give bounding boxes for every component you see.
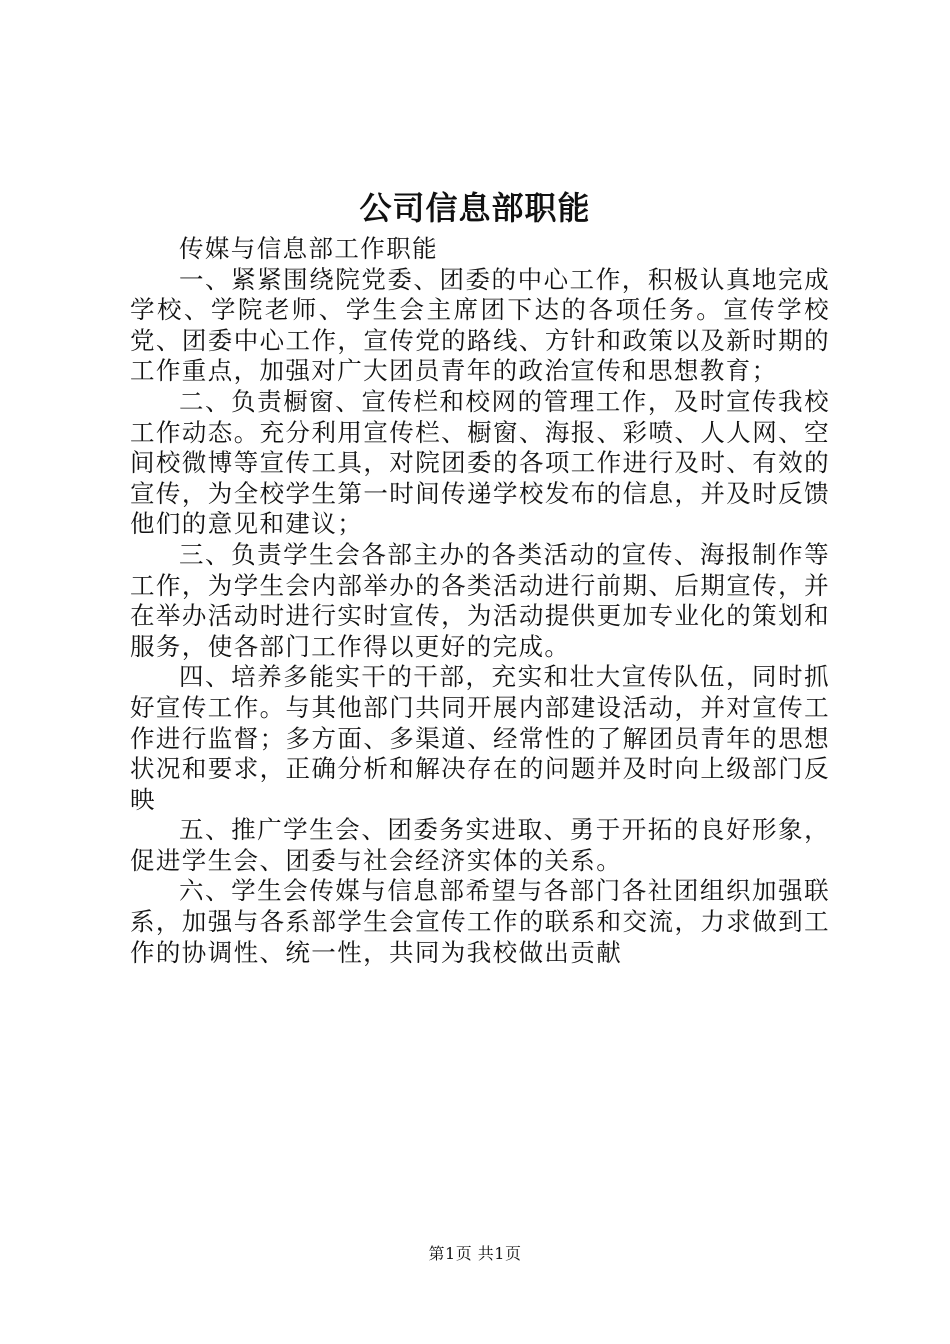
paragraph-item-3: 三、负责学生会各部主办的各类活动的宣传、海报制作等工作，为学生会内部举办的各类活动进行前期、后期宣传，并在举办活动时进行实时宣传，为活动提供更加专业化的策划和服务，使各部门工作得以更好的完成。: [130, 539, 830, 661]
document-title: 公司信息部职能: [359, 189, 591, 227]
paragraph-item-5: 五、推广学生会、团委务实进取、勇于开拓的良好形象，促进学生会、团委与社会经济实体的关系。: [130, 815, 830, 875]
paragraph-item-4: 四、培养多能实干的干部，充实和壮大宣传队伍，同时抓好宣传工作。与其他部门共同开展内部建设活动，并对宣传工作进行监督；多方面、多渠道、经常性的了解团员青年的思想状况和要求，正确分析和解决存在的问题并及时向上级部门反映: [130, 662, 830, 814]
document-body: [130, 234, 830, 968]
paragraph-item-1: 一、紧紧围绕院党委、团委的中心工作，积极认真地完成学校、学院老师、学生会主席团下达的各项任务。宣传学校党、团委中心工作，宣传党的路线、方针和政策以及新时期的工作重点，加强对广大团员青年的政治宣传和思想教育；: [130, 264, 830, 386]
paragraph-subtitle: 传媒与信息部工作职能: [179, 234, 438, 263]
paragraph-item-2: 二、负责橱窗、宣传栏和校网的管理工作，及时宣传我校工作动态。充分利用宣传栏、橱窗、海报、彩喷、人人网、空间校微博等宣传工具，对院团委的各项工作进行及时、有效的宣传，为全校学生第一时间传递学校发布的信息，并及时反馈他们的意见和建议；: [130, 386, 830, 539]
paragraph-item-6: 六、学生会传媒与信息部希望与各部门各社团组织加强联系，加强与各系部学生会宣传工作的联系和交流，力求做到工作的协调性、统一性，共同为我校做出贡献: [130, 876, 830, 967]
page-footer: 第1页 共1页: [428, 1244, 522, 1263]
